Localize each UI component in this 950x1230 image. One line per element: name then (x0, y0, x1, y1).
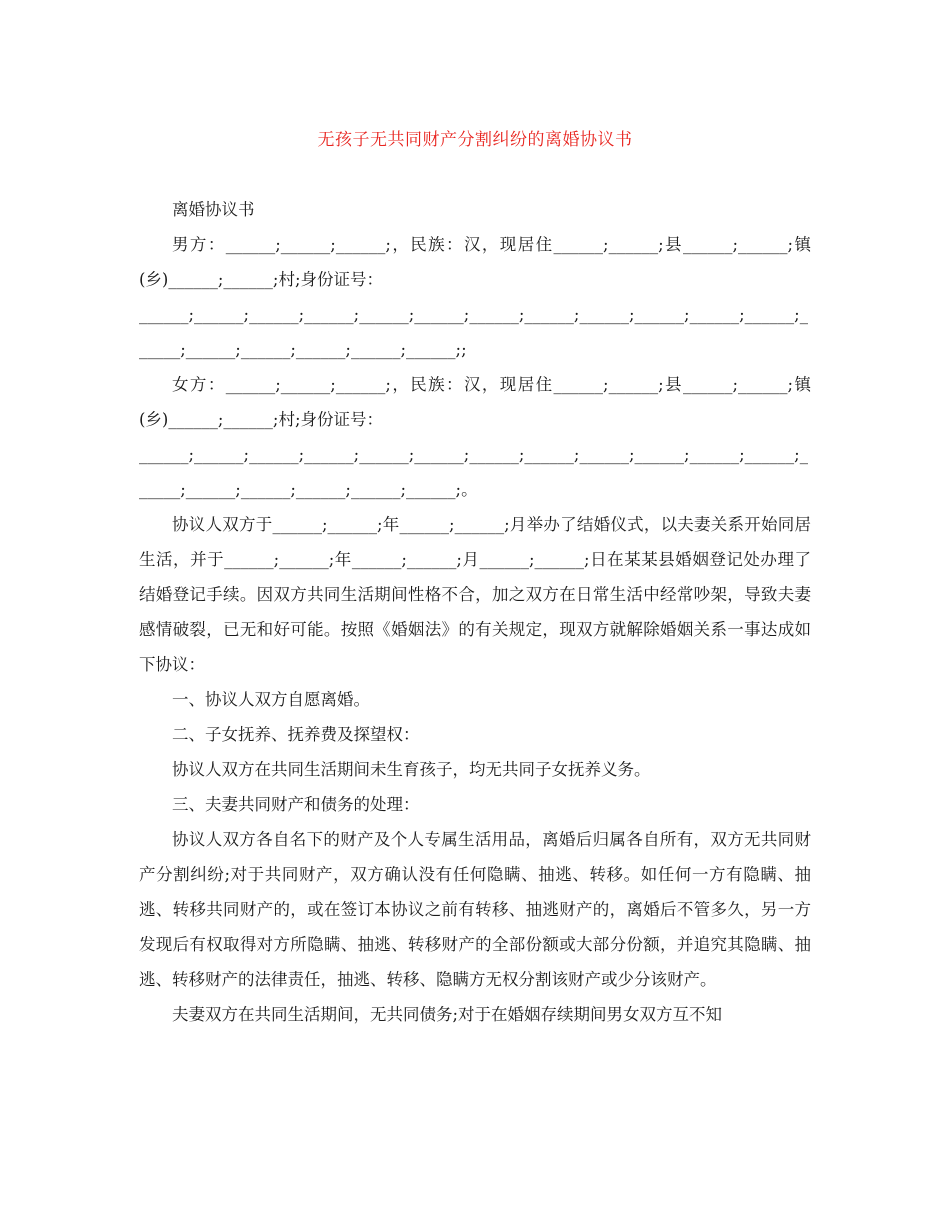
male-id-number: ______;______;______;______;______;______;______;______;______;______;______;______;______;______;______;______;______;______;; (139, 305, 808, 359)
clause-2-heading: 二、子女抚养、抚养费及探望权： (172, 725, 420, 744)
clause-3-text: 协议人双方各自名下的财产及个人专属生活用品，离婚后归属各自所有，双方无共同财产分割纠纷;对于共同财产，双方确认没有任何隐瞒、抽逃、转移。如任何一方有隐瞒、抽逃、转移共同财产的，或在签订本协议之前有转移、抽逃财产的，离婚后不管多久，另一方发现后有权取得对方所隐瞒、抽逃、转移财产的全部份额或大部分份额，并追究其隐瞒、抽逃、转移财产的法律责任，抽逃、转移、隐瞒方无权分割该财产或少分该财产。 (139, 830, 811, 989)
marriage-background-paragraph: 协议人双方于______;______;年______;______;月举办了结婚仪式，以夫妻关系开始同居生活，并于______;______;年______;______;月______;______;日在某某县婚姻登记处办理了结婚登记手续。因双方共同生活期间性格不合，加之双方在日常生活中经常吵架，导致夫妻感情破裂，已无和好可能。按照《婚姻法》的有关规定，现双方就解除婚姻关系一事达成如下协议： (139, 515, 811, 674)
document-body (139, 192, 811, 1032)
female-id-number: ______;______;______;______;______;______;______;______;______;______;______;______;______;______;______;______;______;______;。 (139, 445, 808, 499)
male-party-info: 男方：______;______;______;，民族：汉，现居住______;______;县______;______;镇(乡)______;______;村;身份证号： (139, 235, 811, 289)
clause-1-heading: 一、协议人双方自愿离婚。 (172, 690, 370, 709)
document-title: 无孩子无共同财产分割纠纷的离婚协议书 (317, 130, 633, 150)
agreement-heading: 离婚协议书 (172, 200, 255, 219)
clause-3-heading: 三、夫妻共同财产和债务的处理： (172, 795, 420, 814)
clause-2-text: 协议人双方在共同生活期间未生育孩子，均无共同子女抚养义务。 (172, 760, 651, 779)
debt-paragraph: 夫妻双方在共同生活期间，无共同债务;对于在婚姻存续期间男女双方互不知 (172, 1005, 723, 1024)
female-party-info: 女方：______;______;______;，民族：汉，现居住______;______;县______;______;镇(乡)______;______;村;身份证号： (139, 375, 811, 429)
